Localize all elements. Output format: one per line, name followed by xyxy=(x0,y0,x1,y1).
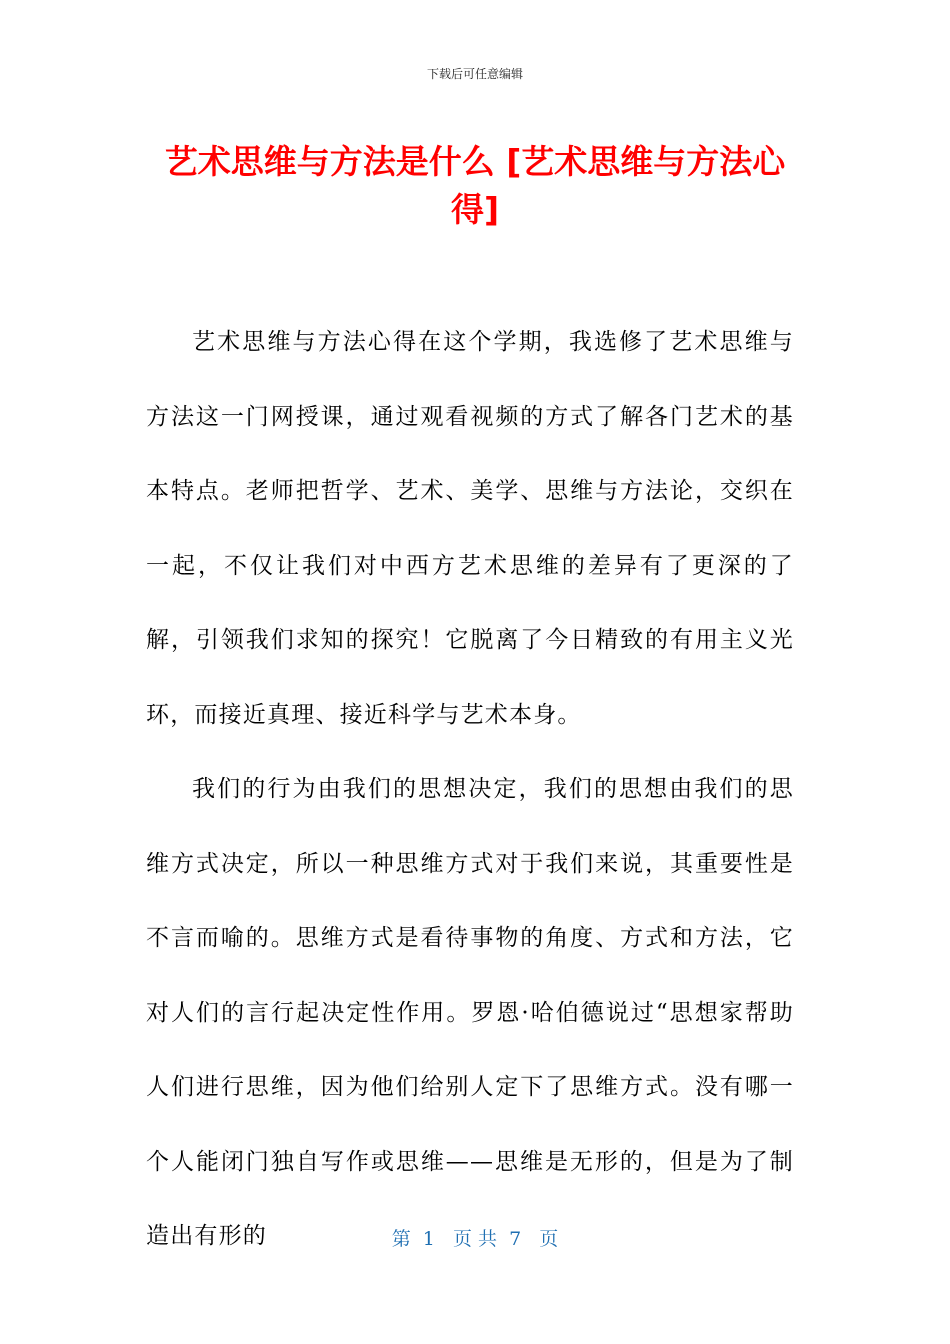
header-note: 下载后可任意编辑 xyxy=(426,67,523,81)
document-title: 艺术思维与方法是什么 [艺术思维与方法心得] xyxy=(164,142,786,229)
paragraph-1: 艺术思维与方法心得在这个学期，我选修了艺术思维与方法这一门网授课，通过观看视频的方式了解各门艺术的基本特点。老师把哲学、艺术、美学、思维与方法论，交织在一起，不仅让我们对中西方艺术思维的差异有了更深的了解，引领我们求知的探究！它脱离了今日精致的有用主义光环，而接近真理、接近科学与艺术本身。 xyxy=(146,329,794,728)
paragraph-2: 我们的行为由我们的思想决定，我们的思想由我们的思维方式决定，所以一种思维方式对于我们来说，其重要性是不言而喻的。思维方式是看待事物的角度、方式和方法，它对人们的言行起决定性作用。罗恩·哈伯德说过“思想家帮助人们进行思维，因为他们给别人定下了思维方式。没有哪一个人能闭门独自写作或思维——思维是无形的，但是为了制造出有形的 xyxy=(146,776,794,1249)
page-number-footer: 第 1 页 共 7 页 xyxy=(391,1228,559,1250)
document-body xyxy=(146,305,794,1274)
